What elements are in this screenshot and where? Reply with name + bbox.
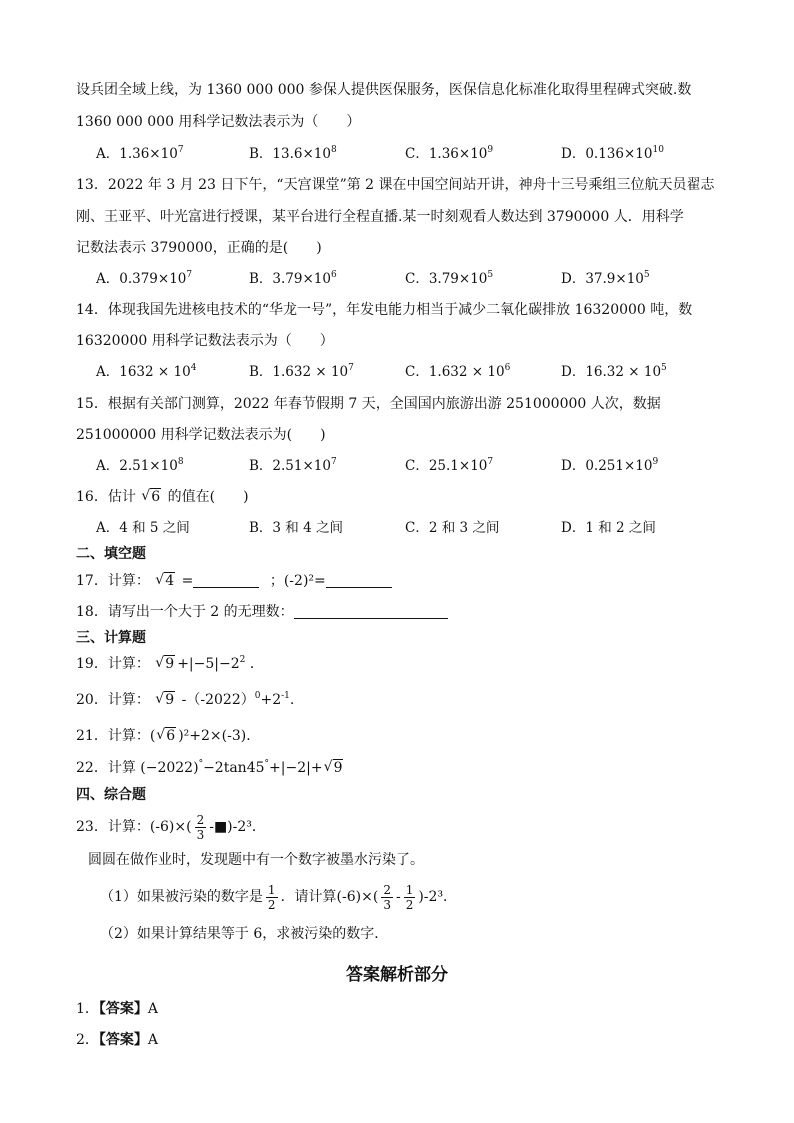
q23-note: 圆圆在做作业时，发现题中有一个数字被墨水污染了。 [88, 852, 424, 868]
q20: 20．计算： √ 9 $-(-2022)^0+2^{-1}$. [76, 690, 294, 710]
q15-line1: 15．根据有关部门测算，2022 年春节假期 7 天，全国国内旅游出游 251000000 人次，数据 [76, 396, 661, 412]
section-calculation: 三、计算题 [76, 630, 146, 646]
option-b[interactable]: B．$13.6\times 10^8$ [249, 145, 337, 162]
q16-options [96, 518, 736, 538]
option-c[interactable]: C．$3.79\times 10^5$ [405, 270, 494, 287]
option-d[interactable]: D．$0.136\times 10^{10}$ [561, 145, 664, 162]
sqrt-symbol: √ 6 [142, 487, 161, 507]
sqrt-symbol: √ 9 [156, 690, 175, 710]
q19: 19．计算： √ $9 +|-5|-2^2$ ． [76, 654, 264, 674]
q22: 22．计算 (−2022)°−2tan45°+|−2|+√ 9 [76, 758, 345, 778]
answer-item: 2．【答案】A [76, 1032, 159, 1048]
option-a[interactable]: A．4 和 5 之间 [96, 520, 190, 536]
q14-line1: 14．体现我国先进核电技术的“华龙一号”，年发电能力相当于减少二氧化碳排放 16320000 吨，数 [76, 302, 693, 318]
q17: 17．计算： √ 4 = ；(-2)²= [76, 571, 392, 591]
q13-options [96, 269, 736, 289]
option-c[interactable]: C．$25.1\times 10^7$ [405, 457, 494, 474]
option-a[interactable]: A．$1632 \times 10^4$ [96, 363, 197, 380]
q16-stem: 16．估计 √ 6 的值在( ) [76, 487, 249, 507]
fraction: $\frac{1}{2}$ [267, 882, 276, 912]
q14-options [96, 362, 736, 382]
answer-item: 1．【答案】A [76, 1001, 159, 1017]
sqrt-symbol: √ 4 [156, 571, 175, 591]
q13-line3: 记数法表示 3790000，正确的是( ) [76, 240, 322, 256]
answer-blank[interactable] [326, 573, 392, 588]
sqrt-symbol: √ 9 [156, 654, 175, 674]
fraction: $\frac{1}{2}$ [405, 882, 414, 912]
q23-stem: 23．计算：(-6)×( $\frac{2}{3}$ -■)-2³． [76, 812, 266, 842]
option-c[interactable]: C．$1.36\times 10^9$ [405, 145, 494, 162]
q12-line2: 1360 000 000 用科学记数法表示为（ ） [76, 114, 361, 130]
answer-blank[interactable] [294, 604, 448, 619]
option-d[interactable]: D．$0.251\times 10^9$ [561, 457, 659, 474]
q21: 21．计算：(√ 6 )²+2×(-3)． [76, 726, 260, 746]
option-c[interactable]: C．$1.632 \times 10^6$ [405, 363, 511, 380]
q23-sub1: （1）如果被污染的数字是 $\frac{1}{2}$ ．请计算(-6)×( $\frac{2}{3}$ - $\frac{1}{2}$ )-2³． [100, 882, 458, 912]
option-d[interactable]: D．$37.9\times 10^5$ [561, 270, 650, 287]
sqrt-symbol: √ 6 [157, 726, 176, 746]
section-comprehensive: 四、综合题 [76, 787, 146, 803]
q15-options [96, 456, 736, 476]
option-a[interactable]: A．$1.36\times 10^7$ [96, 145, 184, 162]
q15-line2: 251000000 用科学记数法表示为( ) [76, 427, 326, 443]
q12-options [96, 144, 736, 164]
section-fill-in: 二、填空题 [76, 546, 146, 562]
fraction: $\frac{2}{3}$ [383, 882, 391, 912]
q18: 18．请写出一个大于 2 的无理数： [76, 602, 448, 622]
option-b[interactable]: B．$1.632 \times 10^7$ [249, 363, 354, 380]
answer-section-title: 答案解析部分 [346, 965, 448, 985]
answer-blank[interactable] [193, 573, 259, 588]
option-b[interactable]: B．3 和 4 之间 [249, 520, 343, 536]
option-c[interactable]: C．2 和 3 之间 [405, 520, 500, 536]
q13-line2: 刚、王亚平、叶光富进行授课，某平台进行全程直播.某一时刻观看人数达到 3790000 人．用科学 [76, 209, 684, 225]
q12-line1: 设兵团全域上线，为 1360 000 000 参保人提供医保服务，医保信息化标准化取得里程碑式突破.数 [76, 82, 692, 98]
q23-sub2: （2）如果计算结果等于 6，求被污染的数字． [100, 926, 389, 942]
q14-line2: 16320000 用科学记数法表示为（ ） [76, 333, 334, 349]
option-d[interactable]: D．1 和 2 之间 [561, 520, 656, 536]
option-a[interactable]: A．$2.51\times 10^8$ [96, 457, 184, 474]
q13-line1: 13．2022 年 3 月 23 日下午，“天宫课堂”第 2 课在中国空间站开讲，神舟十三号乘组三位航天员翟志 [76, 177, 715, 193]
option-b[interactable]: B．$3.79\times 10^6$ [249, 270, 337, 287]
option-b[interactable]: B．$2.51\times 10^7$ [249, 457, 337, 474]
fraction: $\frac{2}{3}$ [196, 812, 205, 842]
option-d[interactable]: D．$16.32 \times 10^5$ [561, 363, 667, 380]
sqrt-symbol: √ 9 [325, 758, 344, 778]
option-a[interactable]: A．$0.379\times 10^7$ [96, 270, 193, 287]
